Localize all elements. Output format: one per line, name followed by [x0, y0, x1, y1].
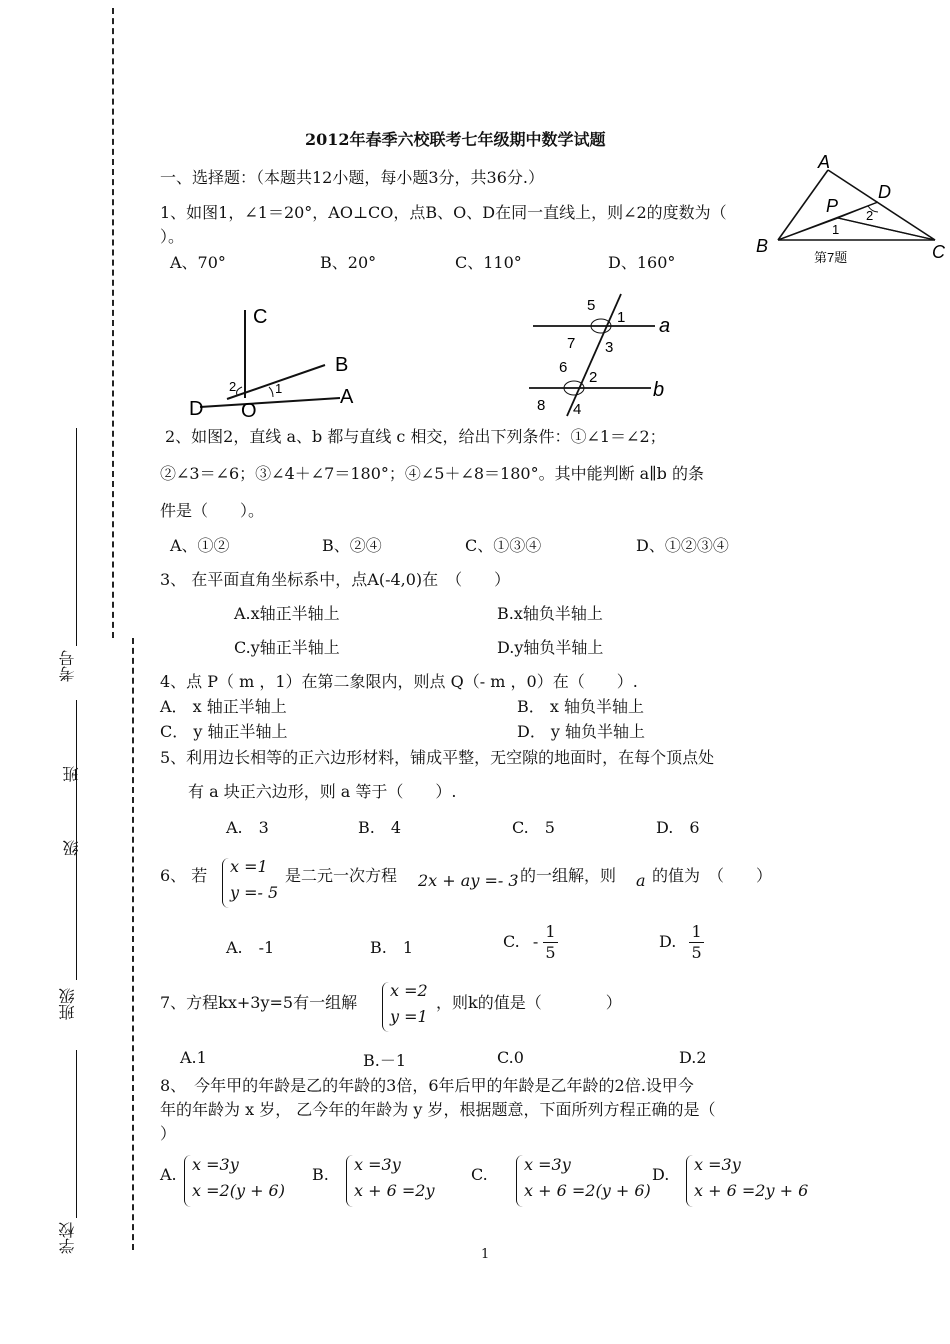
q6-equation: 2x + ay =- 3	[418, 871, 519, 890]
q6-option-b: B. 1	[370, 938, 414, 957]
q2-line1: 2、如图2，直线 a、b 都与直线 c 相交，给出下列条件：①∠1＝∠2；	[165, 427, 666, 446]
q4-stem: 4、点 P（ m ，1）在第二象限内，则点 Q（- m ，0）在（ ）.	[160, 672, 638, 691]
q7-option-a: A.1	[180, 1048, 207, 1067]
binding-dashed-line-bottom	[132, 638, 134, 1250]
q7-system	[390, 978, 428, 1030]
q1-option-a: A、70°	[170, 253, 226, 272]
fig2-label-3: 3	[605, 339, 614, 356]
q6-eq2: y =- 5	[230, 883, 279, 902]
fig7-label-B: B	[756, 236, 769, 256]
fig1-label-2: 2	[229, 379, 237, 394]
page-number: 1	[481, 1247, 490, 1262]
q8-option-d-eq1: x =3y	[694, 1155, 741, 1174]
label-school: 学校	[58, 1222, 77, 1254]
q8-option-d-system	[694, 1152, 808, 1204]
q6-option-d	[659, 922, 704, 963]
q5-option-b: B. 4	[358, 818, 402, 837]
q8-option-c-eq2: x + 6 =2(y + 6)	[524, 1181, 651, 1200]
q2-option-a: A、①②	[170, 536, 230, 555]
q3-option-b: B.x轴负半轴上	[497, 604, 603, 623]
q8-option-b-brace	[346, 1155, 353, 1207]
school-underline	[76, 1050, 77, 1218]
q3-option-c: C.y轴正半轴上	[234, 638, 340, 657]
q4-option-a: A． x 轴正半轴上	[160, 697, 287, 716]
q6-option-c	[503, 922, 558, 963]
q8-option-c-label: C.	[471, 1165, 488, 1184]
q6-option-a: A. -1	[226, 938, 275, 957]
q8-option-a-label: A.	[160, 1165, 177, 1184]
q8-option-a-eq1: x =3y	[192, 1155, 239, 1174]
q6-option-c-label: C.	[503, 932, 520, 951]
fig2-label-a: a	[659, 315, 671, 337]
q8-option-c-eq1: x =3y	[524, 1155, 571, 1174]
q7-option-c: C.0	[497, 1048, 524, 1067]
q6-option-d-fraction	[689, 922, 703, 963]
q6-option-d-label: D.	[659, 932, 677, 951]
q8-option-c-system	[524, 1152, 651, 1204]
q5-line1: 5、利用边长相等的正六边形材料，铺成平整，无空隙的地面时，在每个顶点处	[160, 748, 715, 767]
q6-pre: 6、 若	[160, 866, 208, 885]
q8-line2: 年的年龄为 x 岁， 乙今年的年龄为 y 岁，根据题意，下面所列方程正确的是（	[160, 1100, 716, 1119]
fig2-label-7: 7	[567, 335, 576, 352]
fig2-label-5: 5	[587, 297, 596, 314]
q4-option-b: B． x 轴负半轴上	[517, 697, 644, 716]
figure-2-parallel-lines	[525, 292, 685, 422]
q6-option-c-den: 5	[545, 943, 556, 962]
q6-option-d-den: 5	[691, 943, 702, 962]
label-kaohao: 考号	[58, 650, 77, 682]
label-banji: 班级	[58, 988, 77, 1020]
q3-stem: 3、 在平面直角坐标系中，点A(-4,0)在 （ ）	[160, 570, 511, 589]
q6-eq1: x =1	[230, 857, 268, 876]
q8-line1: 8、 今年甲的年龄是乙的年龄的3倍，6年后甲的年龄是乙年龄的2倍.设甲今	[160, 1076, 694, 1095]
fig7-label-1: 1	[832, 222, 840, 237]
q1-option-d: D、160°	[608, 253, 676, 272]
q6-option-c-sign: -	[532, 932, 539, 951]
q6-post: 的一组解，则	[520, 866, 617, 885]
q6-mid: 是二元一次方程	[285, 866, 398, 885]
q8-option-b-system	[354, 1152, 435, 1204]
q5-option-c: C. 5	[512, 818, 555, 837]
q8-option-d-label: D.	[652, 1165, 670, 1184]
q7-option-b: B.－1	[363, 1051, 407, 1070]
label-ji: 级	[62, 840, 81, 856]
fig2-label-4: 4	[573, 401, 582, 418]
q2-option-c: C、①③④	[465, 536, 542, 555]
q3-option-d: D.y轴负半轴上	[497, 638, 604, 657]
q1-line2: ）。	[160, 227, 185, 246]
kaohao-underline	[76, 428, 77, 646]
q7-brace	[382, 982, 389, 1032]
q2-line3: 件是（ ）。	[160, 501, 265, 520]
fig7-label-D: D	[878, 182, 891, 202]
q2-line2: ②∠3＝∠6；③∠4＋∠7＝180°；④∠5＋∠8＝180°。其中能判断 a∥b 的条	[160, 464, 704, 483]
q6-option-d-num: 1	[691, 922, 702, 941]
binding-dashed-line-top	[112, 8, 114, 638]
q1-line1: 1、如图1，∠1＝20°，AO⊥CO，点B、O、D在同一直线上，则∠2的度数为（	[160, 203, 727, 222]
q5-option-a: A. 3	[226, 818, 269, 837]
fig1-label-O: O	[241, 400, 257, 422]
q8-option-b-label: B.	[312, 1165, 329, 1184]
q7-pre: 7、方程kx+3y=5有一组解	[160, 993, 358, 1012]
bancji-underline	[76, 700, 77, 980]
fig1-label-C: C	[253, 306, 268, 328]
fig1-label-D: D	[189, 398, 204, 420]
q8-option-a-system	[192, 1152, 285, 1204]
fig7-caption: 第7题	[814, 250, 848, 265]
q8-option-a-brace	[184, 1155, 191, 1207]
q6-brace	[222, 858, 229, 908]
fig7-label-2: 2	[866, 208, 874, 223]
q8-option-d-eq2: x + 6 =2y + 6	[694, 1181, 809, 1200]
q8-option-d-brace	[686, 1155, 693, 1207]
q4-option-c: C． y 轴正半轴上	[160, 722, 288, 741]
q7-post: ，则k的值是（ ）	[436, 993, 622, 1012]
fig1-label-1: 1	[275, 381, 283, 396]
fig2-label-2: 2	[589, 369, 598, 386]
fig1-label-A: A	[340, 386, 354, 408]
q1-option-b: B、20°	[320, 253, 377, 272]
q6-option-c-fraction	[543, 922, 557, 963]
q8-option-c-brace	[516, 1155, 523, 1207]
section-heading: 一、选择题：（本题共12小题，每小题3分，共36分.）	[160, 168, 544, 187]
page-title: 2012年春季六校联考七年级期中数学试题	[305, 130, 606, 149]
q6-option-c-num: 1	[545, 922, 556, 941]
q6-tail: 的值为 （ ）	[652, 866, 773, 885]
q8-option-b-eq2: x + 6 =2y	[354, 1181, 435, 1200]
fig1-label-B: B	[335, 354, 349, 376]
fig2-label-8: 8	[537, 397, 546, 414]
fig2-label-1: 1	[617, 309, 626, 326]
q7-option-d: D.2	[679, 1048, 707, 1067]
q8-option-b-eq1: x =3y	[354, 1155, 401, 1174]
q7-eq2: y =1	[390, 1007, 428, 1026]
figure-1-angles	[185, 295, 385, 425]
q2-option-b: B、②④	[322, 536, 382, 555]
q1-option-c: C、110°	[455, 253, 522, 272]
fig7-label-P: P	[826, 196, 839, 216]
q8-line3: ）	[160, 1124, 177, 1143]
q4-option-d: D． y 轴负半轴上	[517, 722, 646, 741]
q8-option-a-eq2: x =2(y + 6)	[192, 1181, 285, 1200]
q5-option-d: D. 6	[656, 818, 700, 837]
fig7-label-C: C	[932, 242, 945, 262]
fig2-label-6: 6	[559, 359, 568, 376]
q3-option-a: A.x轴正半轴上	[234, 604, 340, 623]
figure-7-triangle	[750, 150, 950, 270]
q6-system	[230, 854, 278, 906]
fig2-label-b: b	[653, 379, 665, 401]
q6-var: a	[636, 871, 646, 890]
q5-line2: 有 a 块正六边形，则 a 等于（ ）.	[188, 782, 457, 801]
label-ban: 班	[62, 766, 81, 782]
fig7-label-A: A	[818, 152, 831, 172]
q7-eq1: x =2	[390, 981, 428, 1000]
q2-option-d: D、①②③④	[636, 536, 729, 555]
